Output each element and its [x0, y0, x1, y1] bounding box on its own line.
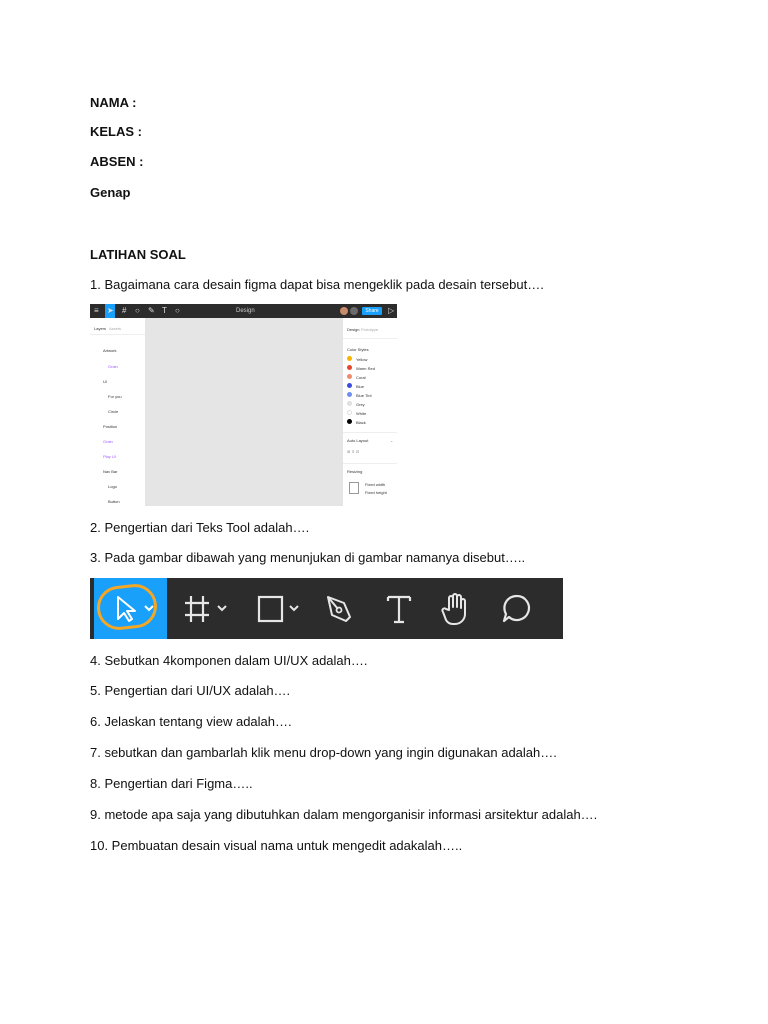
layers-panel	[90, 318, 146, 506]
avatar	[350, 307, 358, 315]
frame-icon: #	[122, 306, 127, 315]
color-swatch	[347, 383, 352, 388]
question-9: 9. metode apa saja yang dibutuhkan dalam mengorganisir informasi arsitektur adalah….	[90, 807, 598, 822]
question-5: 5. Pengertian dari UI/UX adalah….	[90, 683, 291, 698]
question-4: 4. Sebutkan 4komponen dalam UI/UX adalah….	[90, 653, 368, 668]
layer-item: For you	[108, 394, 122, 399]
chevron-down-icon: ⌄	[390, 438, 394, 443]
avatar	[340, 307, 348, 315]
color-name: Blue	[356, 384, 365, 389]
color-name: White	[356, 411, 367, 416]
question-3: 3. Pada gambar dibawah yang menunjukan di gambar namanya disebut…..	[90, 550, 526, 565]
color-name: Coral	[356, 375, 366, 380]
question-7: 7. sebutkan dan gambarlah klik menu drop-down yang ingin digunakan adalah….	[90, 745, 557, 760]
rectangle-tool-icon	[256, 594, 302, 624]
question-10: 10. Pembuatan desain visual nama untuk mengedit adakalah…..	[90, 838, 463, 853]
shape-icon: ○	[135, 306, 140, 315]
tab-assets: Assets	[109, 326, 122, 331]
layer-item: Grain	[108, 364, 118, 369]
question-2: 2. Pengertian dari Teks Tool adalah….	[90, 520, 310, 535]
comment-icon: ○	[175, 306, 180, 315]
layer-item: Artwork	[103, 348, 117, 353]
frame-tool-icon	[184, 594, 230, 624]
color-name: Black	[356, 420, 366, 425]
tab-prototype: Prototype	[361, 327, 379, 332]
layer-item: Play UI	[103, 454, 116, 459]
design-panel	[342, 318, 397, 506]
question-8: 8. Pengertian dari Figma…..	[90, 776, 253, 791]
color-swatch	[347, 356, 352, 361]
layer-item: Grain	[103, 439, 113, 444]
auto-layout-label: Auto Layout	[347, 438, 369, 443]
hand-tool-icon	[441, 592, 471, 626]
figma-interface-image	[90, 304, 397, 506]
tab-layers: Layers	[94, 326, 107, 331]
color-swatch	[347, 419, 352, 424]
question-6: 6. Jelaskan tentang view adalah….	[90, 714, 292, 729]
genap-label: Genap	[90, 185, 131, 200]
layer-item: Circle	[108, 409, 119, 414]
menu-icon: ≡	[94, 306, 99, 315]
section-title: LATIHAN SOAL	[90, 247, 186, 262]
resize-option: Fixed width	[365, 482, 386, 487]
color-name: Blue Tint	[356, 393, 372, 398]
auto-layout-controls: ⊞ ⇕ ⊟	[347, 449, 360, 454]
text-tool-icon	[385, 593, 413, 625]
pen-icon: ✎	[148, 306, 155, 315]
nama-label: NAMA :	[90, 95, 137, 110]
layer-item: Logo	[108, 484, 117, 489]
layer-item: Button	[108, 499, 120, 504]
play-icon: ▷	[388, 306, 395, 315]
color-swatch	[347, 401, 352, 406]
color-swatch	[347, 374, 352, 379]
color-styles-label: Color Styles	[347, 347, 369, 352]
absen-label: ABSEN :	[90, 154, 144, 169]
color-swatch	[347, 392, 352, 397]
resizing-label: Resizing	[347, 469, 363, 474]
figma-topbar	[90, 304, 397, 318]
resize-preview	[349, 482, 359, 494]
share-button: Share	[362, 307, 382, 315]
color-name: Grey	[356, 402, 365, 407]
color-name: Warm Red	[356, 366, 375, 371]
figma-file-title: Design	[236, 308, 255, 314]
pointer-icon: ➤	[107, 306, 114, 315]
color-name: Yellow	[356, 357, 368, 362]
resize-option: Fixed height	[365, 490, 387, 495]
text-icon: T	[162, 306, 167, 315]
figma-canvas	[146, 318, 342, 506]
tab-design: Design	[347, 327, 360, 332]
layer-item: Position	[103, 424, 118, 429]
color-swatch	[347, 410, 352, 415]
question-1: 1. Bagaimana cara desain figma dapat bisa mengeklik pada desain tersebut….	[90, 277, 544, 292]
pen-tool-icon	[324, 593, 354, 625]
color-swatch	[347, 365, 352, 370]
move-tool-icon	[112, 594, 162, 624]
layer-item: UI	[103, 379, 107, 384]
layer-item: Nav Bar	[103, 469, 118, 474]
comment-tool-icon	[501, 593, 533, 625]
figma-toolbar-image	[90, 578, 563, 639]
kelas-label: KELAS :	[90, 124, 142, 139]
